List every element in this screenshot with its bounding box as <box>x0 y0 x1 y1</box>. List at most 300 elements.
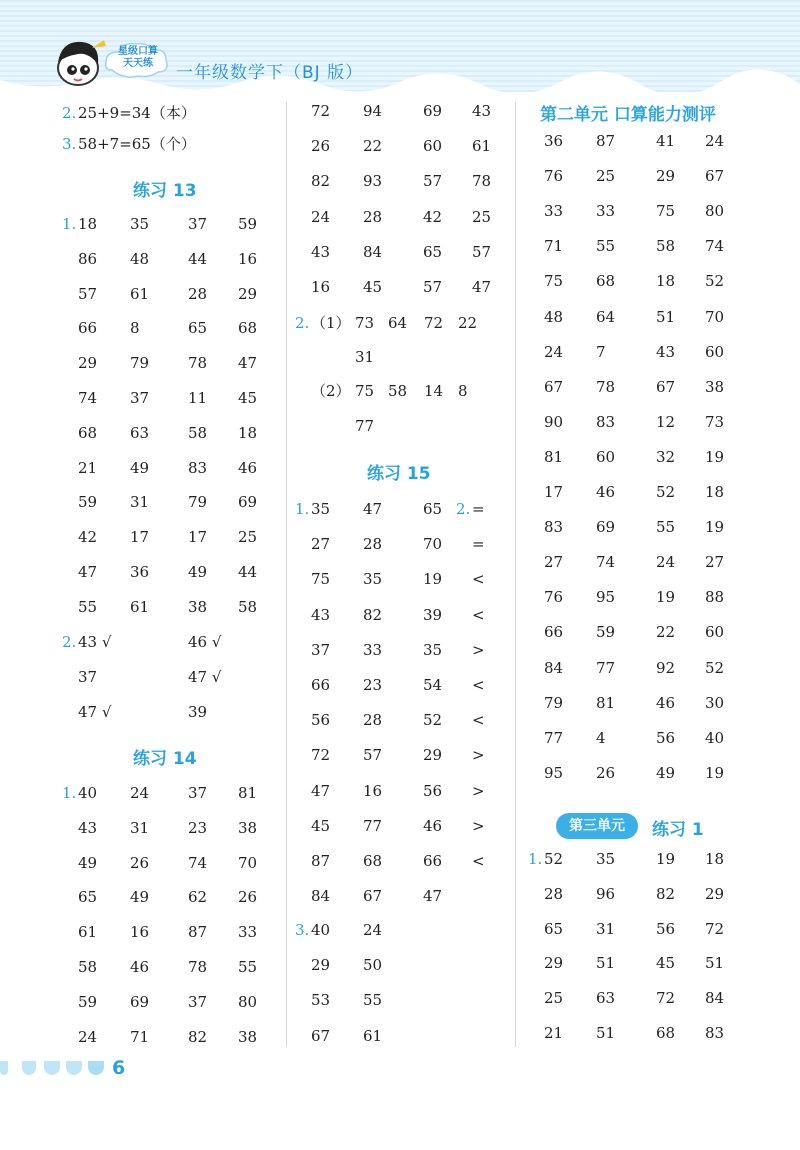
answer-value: 81 <box>238 784 258 802</box>
answer-value: 50 <box>363 956 383 975</box>
answer-value: 54 <box>423 676 443 694</box>
answer-value: 44 <box>238 563 258 581</box>
answer-text: 25+9=34（本） <box>78 104 196 122</box>
answer-value: 25 <box>472 207 492 226</box>
answer-value: 25 <box>238 528 258 547</box>
answer-value: 66 <box>423 852 443 870</box>
answer-value: 19 <box>423 570 443 589</box>
answer-value: 78 <box>596 377 616 396</box>
answer-value: 17 <box>544 483 564 501</box>
answer-value: 22 <box>458 314 478 332</box>
grid-row <box>544 128 784 154</box>
answer-value: 67 <box>705 167 725 186</box>
answer-value: 74 <box>78 389 98 407</box>
answer-value: 35 <box>311 500 331 518</box>
answer-value: 73 <box>705 412 725 431</box>
question-number: 2. <box>456 500 471 518</box>
answer-value: 69 <box>130 992 150 1011</box>
answer-value: 25 <box>544 989 564 1008</box>
grid-row <box>311 987 551 1013</box>
answer-value: 79 <box>544 693 564 712</box>
grid-row <box>311 204 551 230</box>
grid-row <box>544 304 784 330</box>
grid-row <box>78 1024 318 1050</box>
grid-row <box>62 629 318 655</box>
answer-value: 75 <box>656 202 676 221</box>
answer-value: 47 <box>423 887 443 906</box>
answer-value: 27 <box>705 553 725 572</box>
answer-value: 33 <box>596 202 616 221</box>
grid-row <box>78 350 318 376</box>
answer-value: 24 <box>78 1027 98 1046</box>
answer-value: 83 <box>596 412 616 431</box>
grid-row <box>311 637 551 663</box>
answer-value: 80 <box>238 992 258 1011</box>
answer-value: 7 <box>596 342 606 361</box>
answer-value: = <box>472 535 485 554</box>
answer-value: 68 <box>596 272 616 291</box>
part-label: （2） <box>311 382 351 400</box>
answer-value: 33 <box>544 202 564 221</box>
answer-value: 83 <box>544 518 564 537</box>
answer-value: 37 <box>130 389 150 407</box>
answer-value: 16 <box>311 278 331 296</box>
answer-value: 67 <box>311 1026 331 1045</box>
section-title-ex13: 练习 13 <box>133 181 197 201</box>
answer-value: 75 <box>355 382 375 400</box>
answer-value: 58 <box>238 597 258 616</box>
grid-row <box>311 952 551 978</box>
answer-value: 52 <box>423 711 443 730</box>
answer-value: 29 <box>238 284 258 303</box>
answer-value: 78 <box>472 172 492 191</box>
answer-value: 67 <box>656 377 676 396</box>
answer-value: 28 <box>363 207 383 226</box>
answer-value: 41 <box>656 132 676 150</box>
answer-value: 26 <box>596 763 616 782</box>
answer-value: 47 √ <box>78 702 112 721</box>
answer-value: 76 <box>544 588 564 607</box>
answer-value: 84 <box>544 658 564 677</box>
answer-value: 53 <box>311 991 331 1010</box>
answer-value: 38 <box>705 377 725 396</box>
answer-value: 88 <box>705 588 725 607</box>
answer-value: 24 <box>705 132 725 150</box>
answer-value: 56 <box>656 919 676 938</box>
answer-value: 77 <box>544 728 564 747</box>
answer-value: 16 <box>238 249 258 268</box>
answer-value: 40 <box>78 784 98 802</box>
answer-value: 29 <box>423 746 443 765</box>
answer-value: 65 <box>423 500 443 518</box>
section-title-ex15: 练习 15 <box>367 464 431 484</box>
grid-row <box>78 850 318 876</box>
question-number: 1. <box>62 215 77 233</box>
grid-row <box>544 163 784 189</box>
answer-value: 27 <box>311 535 331 554</box>
answer-value: 90 <box>544 412 564 431</box>
grid-row <box>544 1020 784 1046</box>
answer-value: 8 <box>130 319 140 338</box>
answer-value: 47 <box>363 500 383 518</box>
grid-row <box>311 672 551 698</box>
question-number: 1. <box>528 850 543 868</box>
grid-row <box>544 881 784 907</box>
answer-value: 75 <box>544 272 564 291</box>
answer-value: 16 <box>363 781 383 800</box>
answer-value: 77 <box>355 417 375 435</box>
answer-value: 64 <box>596 307 616 326</box>
grid-row <box>78 455 318 481</box>
answer-value: 82 <box>363 605 383 624</box>
answer-value: 19 <box>656 588 676 607</box>
answer-value: 95 <box>596 588 616 607</box>
answer-value: 42 <box>423 207 443 226</box>
answer-value: 52 <box>705 272 725 291</box>
answer-value: 79 <box>130 354 150 373</box>
grid-row <box>311 707 551 733</box>
part-label: （1） <box>311 314 351 332</box>
answer-value: 37 <box>188 992 208 1011</box>
answer-value: 35 <box>363 570 383 589</box>
answer-value: 73 <box>355 314 375 332</box>
grid-row <box>544 514 784 540</box>
grid-row <box>78 489 318 515</box>
answer-value: 35 <box>596 850 616 868</box>
grid-row <box>544 690 784 716</box>
answer-value: 70 <box>238 853 258 872</box>
grid-row <box>544 725 784 751</box>
answer-value: 74 <box>188 853 208 872</box>
answer-value: 42 <box>78 528 98 547</box>
answer-value: 87 <box>188 923 208 942</box>
answer-value: 79 <box>188 493 208 512</box>
answer-value: 35 <box>130 215 150 233</box>
answer-value: 84 <box>363 242 383 261</box>
answer-value: < <box>472 605 485 624</box>
answer-value: 72 <box>705 919 725 938</box>
question-number: 2. <box>295 314 310 332</box>
answer-value: 29 <box>705 884 725 903</box>
answer-value: 66 <box>544 623 564 642</box>
grid-row <box>78 246 318 272</box>
unit-badge: 第三单元 <box>556 813 638 839</box>
answer-value: 43 <box>472 102 492 120</box>
answer-value: 48 <box>544 307 564 326</box>
grid-row <box>544 916 784 942</box>
answer-value: 16 <box>130 923 150 942</box>
section-title-unit3-ex1: 练习 1 <box>652 820 704 840</box>
answer-value: 72 <box>656 989 676 1008</box>
answer-value: 69 <box>596 518 616 537</box>
footer-dot <box>44 1061 60 1075</box>
answer-value: 63 <box>596 989 616 1008</box>
grid-row <box>78 954 318 980</box>
answer-value: 18 <box>656 272 676 291</box>
answer-value: 23 <box>188 818 208 837</box>
answer-value: 47 √ <box>188 667 222 686</box>
answer-value: > <box>472 746 485 765</box>
grid-row <box>311 98 551 124</box>
answer-value: 65 <box>544 919 564 938</box>
answer-value: 28 <box>544 884 564 903</box>
question-number: 3. <box>295 921 310 939</box>
answer-value: < <box>472 711 485 730</box>
grid-row <box>78 594 318 620</box>
answer-value: 96 <box>596 884 616 903</box>
grid-row <box>78 385 318 411</box>
question-number: 2. <box>62 633 77 651</box>
answer-value: 83 <box>705 1024 725 1042</box>
q2-part1 <box>295 310 495 336</box>
answer-value: 72 <box>311 102 331 120</box>
answer-value: 29 <box>311 956 331 975</box>
grid-row <box>544 950 784 976</box>
answer-value: 84 <box>705 989 725 1008</box>
grid-row <box>544 409 784 435</box>
answer-value: 31 <box>130 818 150 837</box>
answer-value: 55 <box>596 237 616 256</box>
answer-value: 59 <box>78 992 98 1011</box>
answer-value: 26 <box>130 853 150 872</box>
answer-value: 19 <box>705 518 725 537</box>
answer-value: 60 <box>423 137 443 156</box>
grid-row <box>544 619 784 645</box>
answer-value: 57 <box>363 746 383 765</box>
answer-value: 37 <box>311 640 331 659</box>
answer-value: 58 <box>188 423 208 442</box>
answer-value: 70 <box>423 535 443 554</box>
answer-value: > <box>472 781 485 800</box>
answer-value: 17 <box>188 528 208 547</box>
grid-row <box>78 420 318 446</box>
footer-dot <box>66 1061 82 1075</box>
answer-value: 78 <box>188 958 208 976</box>
answer-value: 30 <box>705 693 725 712</box>
question-number: 2. <box>62 104 77 122</box>
grid-row <box>78 664 318 690</box>
answer-value: 95 <box>544 763 564 782</box>
answer-value: > <box>472 816 485 835</box>
question-number: 3. <box>62 135 77 153</box>
answer-value: 46 <box>238 458 258 477</box>
grid-row <box>311 813 551 839</box>
footer-decoration <box>0 1061 110 1079</box>
answer-value: 61 <box>130 284 150 303</box>
answer-value: 40 <box>705 728 725 747</box>
logo-line-2: 天天练 <box>123 58 153 69</box>
grid-row <box>544 233 784 259</box>
answer-value: 55 <box>78 597 98 616</box>
answer-value: 14 <box>424 382 444 400</box>
answer-value: 47 <box>472 278 492 296</box>
answer-value: 31 <box>355 348 375 366</box>
answer-value: 64 <box>388 314 408 332</box>
answer-value: 55 <box>363 991 383 1010</box>
grid-row <box>544 339 784 365</box>
answer-value: 52 <box>544 850 564 868</box>
answer-value: 92 <box>656 658 676 677</box>
answer-value: 33 <box>238 923 258 942</box>
answer-value: 83 <box>188 458 208 477</box>
answer-value: 43 <box>78 818 98 837</box>
answer-value: 17 <box>130 528 150 547</box>
answer-value: 21 <box>78 458 98 477</box>
question-number: 1. <box>62 784 77 802</box>
answer-value: 32 <box>656 447 676 466</box>
answer-value: 43 <box>656 342 676 361</box>
grid-row <box>311 168 551 194</box>
answer-value: 57 <box>423 278 443 296</box>
q2-part2 <box>311 378 511 404</box>
answer-value: 36 <box>130 563 150 581</box>
answer-value: 58 <box>78 958 98 976</box>
grid-row <box>311 778 551 804</box>
answer-value: 39 <box>423 605 443 624</box>
answer-value: 29 <box>656 167 676 186</box>
answer-value: > <box>472 640 485 659</box>
grid-row <box>311 848 551 874</box>
answer-value: 65 <box>78 888 98 907</box>
answer-value: 25 <box>596 167 616 186</box>
answer-value: 78 <box>188 354 208 373</box>
answer-value: 22 <box>363 137 383 156</box>
answer-value: 49 <box>78 853 98 872</box>
answer-value: 77 <box>363 816 383 835</box>
answer-value: 72 <box>311 746 331 765</box>
answer-value: 57 <box>472 242 492 261</box>
answer-value: 56 <box>423 781 443 800</box>
grid-row <box>62 211 318 237</box>
answer-value: 37 <box>188 215 208 233</box>
answer-value: 43 <box>311 242 331 261</box>
answer-value: 63 <box>130 423 150 442</box>
grid-row <box>544 374 784 400</box>
answer-value: 69 <box>423 102 443 120</box>
answer-value: 84 <box>311 887 331 906</box>
answer-value: 35 <box>423 640 443 659</box>
answer-value: < <box>472 570 485 589</box>
page-header <box>0 0 800 92</box>
grid-row <box>62 780 318 806</box>
answer-value: 33 <box>363 640 383 659</box>
grid-row <box>78 281 318 307</box>
answer-value: 24 <box>363 921 383 939</box>
answer-value: 82 <box>656 884 676 903</box>
grid-row <box>78 815 318 841</box>
answer-value: 38 <box>238 818 258 837</box>
answer-value: 24 <box>311 207 331 226</box>
answer-value: 56 <box>311 711 331 730</box>
grid-row <box>311 274 551 300</box>
answer-value: 81 <box>544 447 564 466</box>
grid-row <box>311 133 551 159</box>
answer-value: 18 <box>705 483 725 501</box>
grid-row <box>295 496 551 522</box>
answer-value: 76 <box>544 167 564 186</box>
answer-value: 65 <box>188 319 208 338</box>
answer-value: 47 <box>311 781 331 800</box>
answer-value: 19 <box>705 763 725 782</box>
grid-row <box>311 566 551 592</box>
answer-value: 40 <box>311 921 331 939</box>
grid-row <box>78 989 318 1015</box>
answer-value: 67 <box>544 377 564 396</box>
answer-value: 45 <box>238 389 258 407</box>
grid-row <box>311 742 551 768</box>
answer-value: 49 <box>130 458 150 477</box>
answer-value: 59 <box>238 215 258 233</box>
answer-value: 43 <box>311 605 331 624</box>
answer-value: 49 <box>188 563 208 581</box>
answer-value: 18 <box>78 215 98 233</box>
answer-value: 66 <box>311 676 331 694</box>
answer-value: 69 <box>238 493 258 512</box>
grid-row <box>544 198 784 224</box>
answer-value: 68 <box>78 423 98 442</box>
answer-value: 52 <box>656 483 676 501</box>
grid-row <box>78 884 318 910</box>
answer-value: 68 <box>656 1024 676 1042</box>
answer-value: 68 <box>238 319 258 338</box>
grid-row <box>295 917 551 943</box>
answer-value: 31 <box>596 919 616 938</box>
footer-dot <box>22 1061 36 1075</box>
grid-row <box>78 559 318 585</box>
answer-value: 82 <box>311 172 331 191</box>
grid-row <box>311 239 551 265</box>
footer-dot <box>0 1061 8 1075</box>
answer-value: 80 <box>705 202 725 221</box>
page-number: 6 <box>112 1057 126 1079</box>
answer-value: 71 <box>544 237 564 256</box>
answer-value: 44 <box>188 249 208 268</box>
answer-value: 93 <box>363 172 383 191</box>
answer-value: 4 <box>596 728 606 747</box>
answer-value: 51 <box>705 954 725 973</box>
answer-value: = <box>472 500 485 518</box>
answer-value: 22 <box>656 623 676 642</box>
grid-row <box>544 655 784 681</box>
book-title: 一年级数学下（BJ 版） <box>176 63 364 83</box>
answer-value: 72 <box>424 314 444 332</box>
answer-value: 86 <box>78 249 98 268</box>
grid-row <box>78 524 318 550</box>
answer-value: 94 <box>363 102 383 120</box>
answer-value: 43 √ <box>78 633 112 651</box>
answer-value: 75 <box>311 570 331 589</box>
answer-value: 46 <box>423 816 443 835</box>
grid-row <box>311 531 551 557</box>
answer-value: 58 <box>388 382 408 400</box>
grid-row <box>311 602 551 628</box>
logo <box>110 46 166 70</box>
answer-value: 61 <box>363 1026 383 1045</box>
answer-value: 74 <box>596 553 616 572</box>
answer-value: 55 <box>238 958 258 976</box>
footer-dot <box>88 1061 104 1075</box>
answer-value: 18 <box>705 850 725 868</box>
answer-value: 36 <box>544 132 564 150</box>
answer-text: 58+7=65（个） <box>78 135 196 153</box>
grid-row <box>311 1023 551 1049</box>
answer-value: 49 <box>130 888 150 907</box>
answer-value: 77 <box>596 658 616 677</box>
answer-value: 45 <box>656 954 676 973</box>
answer-value: 28 <box>363 535 383 554</box>
answer-value: 24 <box>544 342 564 361</box>
answer-value: 81 <box>596 693 616 712</box>
